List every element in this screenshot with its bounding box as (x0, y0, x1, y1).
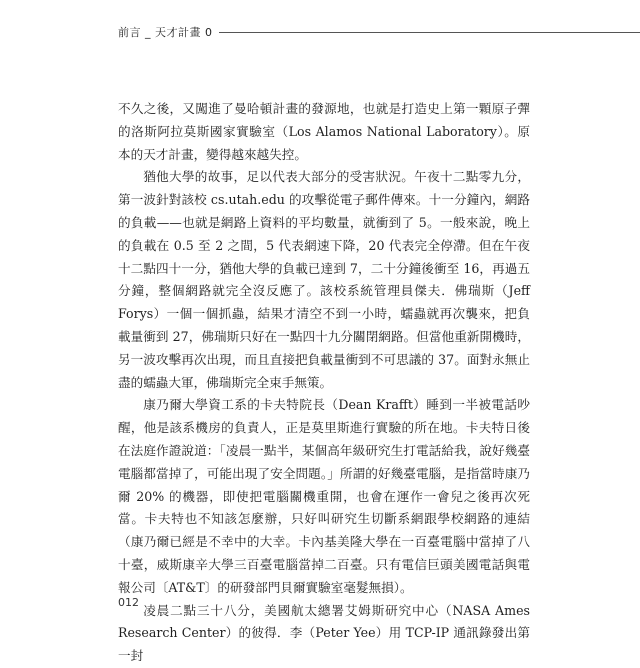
running-header (118, 24, 640, 40)
paragraph-nasa: 凌晨二點三十八分，美國航太總署艾姆斯研究中心（NASA Ames Research Center）的彼得．李（Peter Yee）用 TCP-IP 通訊錄發出第一封 (118, 600, 530, 668)
paragraph-cornell: 康乃爾大學資工系的卡夫特院長（Dean Krafft）睡到一半被電話吵醒，他是該系機房的負責人，正是莫里斯進行實驗的所在地。卡夫特日後在法庭作證說道：「凌晨一點半，某個高年級研究生打電話給我，說好幾臺電腦都當掉了，可能出現了安全問題。」所謂的好幾臺電腦，是指當時康乃爾 20% 的機器，即使把電腦關機重開，也會在運作一會兒之後再次死當。卡夫特也不知該怎麼辦，只好叫研究生切斷系網跟學校網路的連結（康乃爾已經是不幸中的大幸。卡內基美隆大學在一百臺電腦中當掉了八十臺，威斯康辛大學三百臺電腦當掉二百臺。只有電信巨頭美國電話與電報公司〔AT&T〕的研發部門貝爾實驗室毫髮無損）。 (118, 394, 530, 599)
body-text (118, 98, 530, 668)
paragraph-utah: 猶他大學的故事，足以代表大部分的受害狀況。午夜十二點零九分，第一波針對該校 cs.utah.edu 的攻擊從電子郵件傳來。十一分鐘內，網路的負載——也就是網路上資料的平均數量，就衝到了 5。一般來說，晚上的負載在 0.5 至 2 之間，5 代表網速下降，20 代表完全停滯。但在午夜十二點四十一分，猶他大學的負載已達到 7，二十分鐘後衝至 16，再過五分鐘，整個網路就完全沒反應了。該校系統管理員傑夫．佛瑞斯（Jeff Forys）一個一個抓蟲，結果才清空不到一小時，蠕蟲就再次襲來，把負載量衝到 27，佛瑞斯只好在一點四十九分關閉網路。但當他重新開機時，另一波攻擊再次出現，而且直接把負載量衝到不可思議的 37。面對永無止盡的蠕蟲大軍，佛瑞斯完全束手無策。 (118, 166, 530, 394)
page-number: 012 (118, 596, 139, 609)
paragraph-continued: 不久之後，又闖進了曼哈頓計畫的發源地，也就是打造史上第一顆原子彈的洛斯阿拉莫斯國家實驗室（Los Alamos National Laboratory）。原本的天才計畫，變得越來越失控。 (118, 98, 530, 166)
header-rule (219, 32, 640, 33)
running-header-title: 前言 _ 天才計畫 0 (118, 24, 213, 40)
